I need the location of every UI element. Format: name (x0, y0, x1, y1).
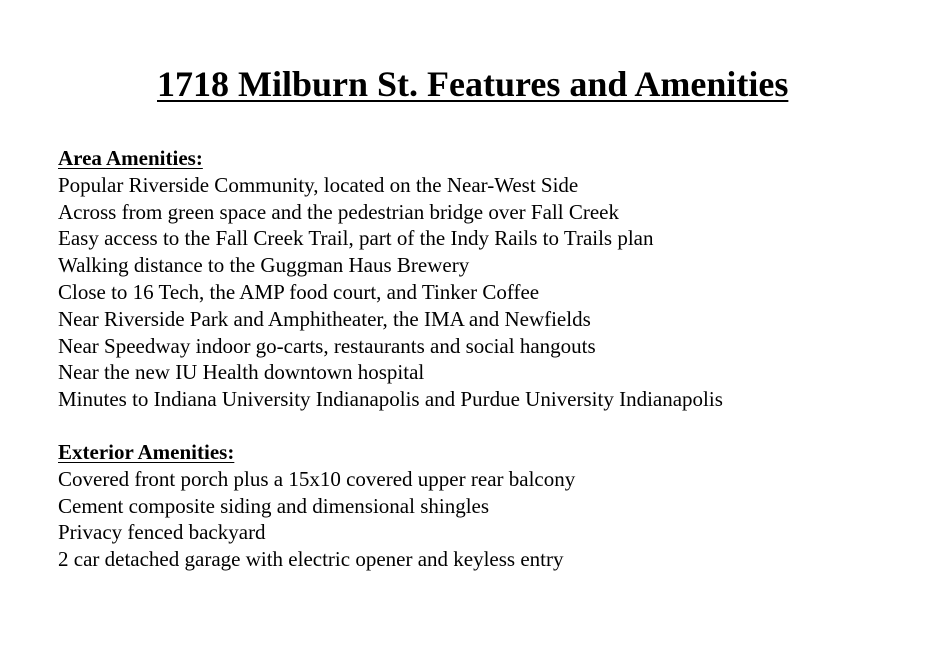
list-item: Near Riverside Park and Amphitheater, the IMA and Newfields (58, 306, 591, 331)
list-item: Across from green space and the pedestrian bridge over Fall Creek (58, 199, 619, 224)
list-item: Covered front porch plus a 15x10 covered upper rear balcony (58, 466, 576, 491)
area-amenities-section (58, 145, 723, 413)
area-amenities-heading: Area Amenities: (58, 146, 203, 170)
exterior-amenities-heading: Exterior Amenities: (58, 440, 235, 464)
list-item: Minutes to Indiana University Indianapolis and Purdue University Indianapolis (58, 387, 723, 412)
list-item: Popular Riverside Community, located on the Near-West Side (58, 172, 579, 197)
exterior-amenities-section (58, 439, 575, 573)
list-item: Easy access to the Fall Creek Trail, part of the Indy Rails to Trails plan (58, 226, 654, 251)
document-title: 1718 Milburn St. Features and Amenities (157, 64, 789, 104)
area-amenities-list (58, 172, 723, 413)
exterior-amenities-list (58, 466, 575, 573)
list-item: Near Speedway indoor go-carts, restaurants and social hangouts (58, 333, 596, 358)
list-item: 2 car detached garage with electric opener and keyless entry (58, 547, 564, 572)
list-item: Near the new IU Health downtown hospital (58, 360, 425, 385)
list-item: Close to 16 Tech, the AMP food court, and Tinker Coffee (58, 279, 540, 304)
list-item: Cement composite siding and dimensional shingles (58, 493, 490, 518)
list-item: Privacy fenced backyard (58, 520, 266, 545)
list-item: Walking distance to the Guggman Haus Brewery (58, 253, 470, 278)
